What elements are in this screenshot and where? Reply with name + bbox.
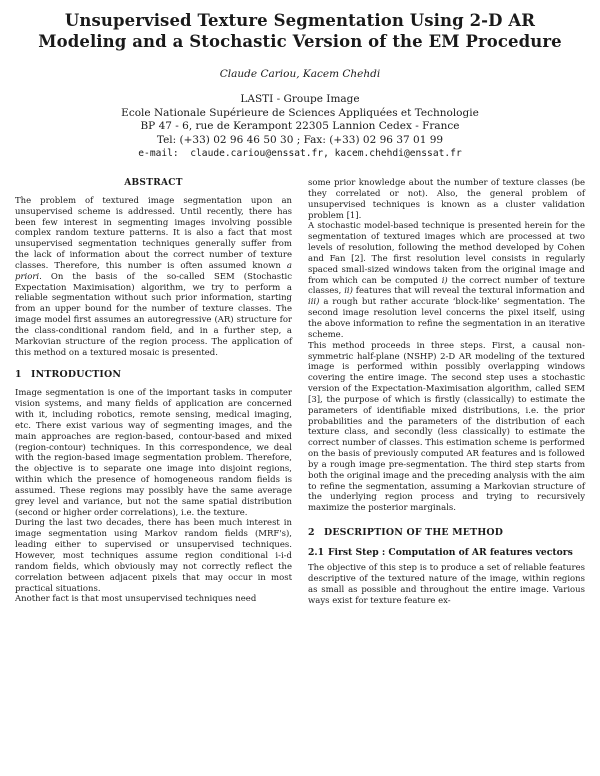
affiliation-email: e-mail: claude.cariou@enssat.fr, kacem.chehdi@enssat.fr xyxy=(138,148,462,160)
subsection-number: 2.1 xyxy=(308,547,324,558)
abstract-heading: ABSTRACT xyxy=(124,178,183,188)
title-line-2: Modeling and a Stochastic Version of the EM Procedure xyxy=(38,32,562,51)
section-number: 2 xyxy=(308,527,315,539)
section-heading-introduction xyxy=(15,370,292,381)
intro-paragraph-2: During the last two decades, there has been much interest in image segmentation using Markov random fields (MRF's), leading either to supervised or unsupervised techniques. However, most techniques assume region conditional i-i-d random fields, which obviously may not correctly reflect the correlation between adjacent pixels that may occur in most practical situations. xyxy=(15,518,292,594)
right-column xyxy=(308,178,585,606)
affiliation-school: Ecole Nationale Supérieure de Sciences Appliquées et Technologie xyxy=(121,106,479,119)
affiliation-block xyxy=(0,93,600,161)
title-line-1: Unsupervised Texture Segmentation Using 2-D AR xyxy=(64,11,536,30)
abstract-text: The problem of textured image segmentation upon an unsupervised scheme is addressed. Until recently, there has been few interest in segmenting images involving possible complex random texture patterns. It is also a fact that most unsupervised segmentation techniques generally suffer from the lack of information about the correct number of texture classes. Therefore, this number is often assumed known a priori. On the basis of the so-called SEM (Stochastic Expectation Maximisation) algorithm, we try to perform a reliable segmentation without such prior information, starting from an upper bound for the number of texture classes. The image model first assumes an autoregressive (AR) structure for the class-conditional random field, and in a further step, a Markovian structure of the region process. The application of this method on a textured mosaic is presented. xyxy=(15,195,292,358)
subsection-heading-first-step xyxy=(308,547,585,558)
intro-paragraph-3-continued: some prior knowledge about the number of texture classes (be they correlated or not). Also, the general problem of unsupervised techniques is known as a cluster validation problem [1]. xyxy=(308,178,585,221)
affiliation-phone: Tel: (+33) 02 96 46 50 30 ; Fax: (+33) 02 96 37 01 99 xyxy=(156,133,444,146)
method-paragraph-1: The objective of this step is to produce a set of reliable features descriptive of the textured nature of the image, within regions as small as possible and throughout the entire image. Various ways exist for texture feature ex- xyxy=(308,563,585,606)
intro-paragraph-1: Image segmentation is one of the important tasks in computer vision systems, and many fields of application are concerned with it, including robotics, remote sensing, medical imaging, etc. There exist various way of segmenting images, and the main approaches are region-based, contour-based and mixed (region-contour) techniques. In this correspondence, we deal with the region-based image segmentation problem. Therefore, the objective is to separate one image into disjoint regions, within which the presence of homogeneous random fields is assumed. These regions may possibly have the same average grey level and variance, but not the same spatial distribution (second or higher order correlations), i.e. the texture. xyxy=(15,388,292,518)
section-title: DESCRIPTION OF THE METHOD xyxy=(324,527,504,539)
authors: Claude Cariou, Kacem Chehdi xyxy=(219,68,381,80)
section-heading-method xyxy=(308,528,585,539)
subsection-title: First Step : Computation of AR features vectors xyxy=(328,547,573,558)
section-title: INTRODUCTION xyxy=(31,368,122,380)
intro-paragraph-3: Another fact is that most unsupervised techniques need xyxy=(15,594,257,605)
intro-paragraph-4: A stochastic model-based technique is presented herein for the segmentation of textured images which are processed at two levels of resolution, following the method developed by Cohen and Fan [2]. The first resolution level consists in regularly spaced small-sized windows taken from the original image and from which can be computed i) the correct number of texture classes, ii) features that will reveal the textural information and iii) a rough but rather accurate ‘block-like’ segmentation. The second image resolution level concerns the pixel itself, using the above information to refine the segmentation in an iterative scheme. xyxy=(308,221,585,340)
affiliation-address: BP 47 - 6, rue de Kerampont 22305 Lannion Cedex - France xyxy=(140,120,460,133)
paper-title xyxy=(0,10,600,52)
section-number: 1 xyxy=(15,368,22,380)
intro-paragraph-5: This method proceeds in three steps. First, a causal non-symmetric half-plane (NSHP) 2-D AR modeling of the textured image is performed within possibly overlapping windows covering the entire image. The second step uses a stochastic version of the Expectation-Maximisation algorithm, called SEM [3], the purpose of which is firstly (classically) to estimate the parameters of identifiable mixed distributions, i.e. the prior probabilities and the parameters of the distribution of each texture class, and secondly (less classically) to estimate the correct number of classes. This estimation scheme is performed on the basis of previously computed AR features and is followed by a rough image pre-segmentation. The third step starts from both the original image and the preceding analysis with the aim to refine the segmentation, assuming a Markovian structure of the underlying region process and trying to recursively maximize the posterior marginals. xyxy=(308,340,585,514)
left-column xyxy=(15,178,292,605)
affiliation-lab: LASTI - Groupe Image xyxy=(240,93,360,105)
